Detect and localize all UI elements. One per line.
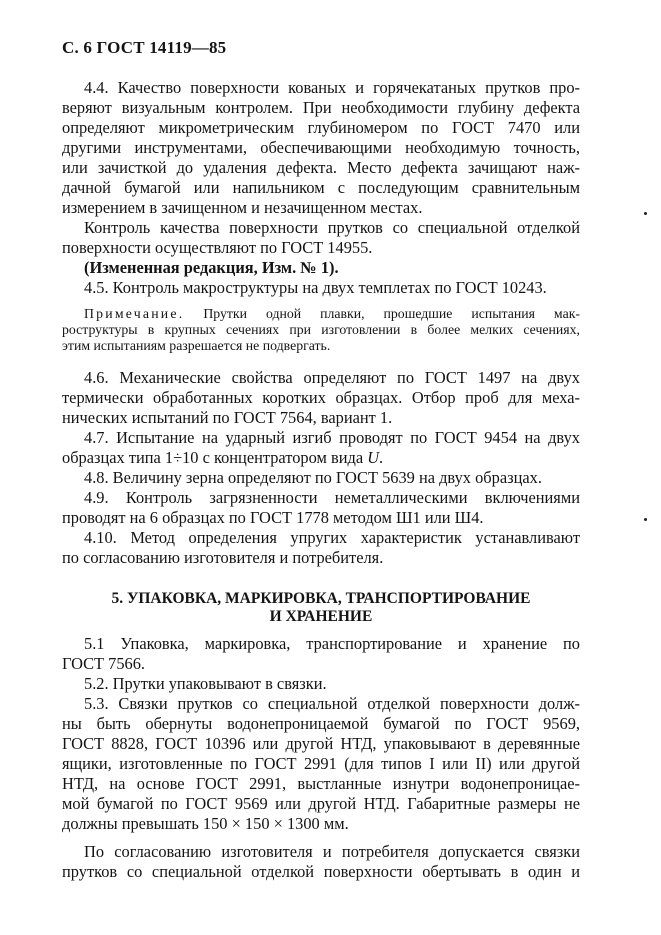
text-line: 4.9. Контроль загрязненности неметаллическими включениями bbox=[84, 488, 580, 507]
text-line: по согласованию изготовителя и потребителя. bbox=[62, 548, 384, 567]
text-line: 4.5. Контроль макроструктуры на двух темплетах по ГОСТ 10243. bbox=[84, 278, 547, 297]
note-block bbox=[62, 306, 580, 354]
note-line: роструктуры в крупных сечениях при изготовлении в более мелких сечениях, bbox=[62, 322, 580, 337]
paragraph-4-10 bbox=[62, 528, 580, 568]
note-label: Примечание. bbox=[84, 306, 185, 321]
amendment-text: (Измененная редакция, Изм. № 1). bbox=[84, 258, 339, 277]
note-line: этим испытаниям разрешается не подвергать. bbox=[62, 338, 331, 353]
text-line: 5.1 Упаковка, маркировка, транспортирование и хранение по bbox=[84, 634, 580, 653]
text-line: 4.7. Испытание на ударный изгиб проводят по ГОСТ 9454 на двух bbox=[84, 428, 580, 447]
text-line: проводят на 6 образцах по ГОСТ 1778 методом Ш1 или Ш4. bbox=[62, 508, 484, 527]
text-line: образцах типа 1÷10 с концентратором вида U. bbox=[62, 448, 384, 467]
paragraph-4-7 bbox=[62, 428, 580, 468]
note-line: Примечание. Прутки одной плавки, прошедшие испытания мак- bbox=[84, 306, 580, 321]
text-line: ГОСТ 7566. bbox=[62, 654, 146, 673]
text-line: Контроль качества поверхности прутков со специальной отделкой bbox=[84, 218, 580, 237]
document-body bbox=[62, 78, 580, 882]
text-line: 5.2. Прутки упаковывают в связки. bbox=[84, 674, 327, 693]
paragraph-5-2 bbox=[62, 674, 580, 694]
scan-speck bbox=[644, 518, 647, 521]
text-line: 4.6. Механические свойства определяют по ГОСТ 1497 на двух bbox=[84, 368, 580, 387]
text-line: ны быть обернуты водонепроницаемой бумагой по ГОСТ 9569, bbox=[62, 714, 580, 733]
paragraph-5-3 bbox=[62, 694, 580, 834]
text-line: 5.3. Связки прутков со специальной отделкой поверхности долж- bbox=[84, 694, 580, 713]
text-line: ГОСТ 8828, ГОСТ 10396 или другой НТД, упаковывают в деревянные bbox=[62, 734, 580, 753]
text-line: веряют визуальным контролем. При необходимости глубину дефекта bbox=[62, 98, 580, 117]
text-line: прутков со специальной отделкой поверхности обертывать в один и bbox=[62, 862, 580, 881]
text-line: другими инструментами, обеспечивающими необходимую точность, bbox=[62, 138, 580, 157]
paragraph-agreement bbox=[62, 842, 580, 882]
text-line: нических испытаний по ГОСТ 7564, вариант 1. bbox=[62, 408, 393, 427]
text-line: 4.10. Метод определения упругих характеристик устанавливают bbox=[84, 528, 580, 547]
page-header: С. 6 ГОСТ 14119—85 bbox=[62, 38, 227, 57]
text-line: измерением в зачищенном и незачищенном местах. bbox=[62, 198, 423, 217]
paragraph-surface-control bbox=[62, 218, 580, 258]
text-line: или зачисткой до удаления дефекта. Место дефекта зачищают наж- bbox=[62, 158, 580, 177]
concentrator-type: U bbox=[367, 448, 380, 467]
scan-speck bbox=[644, 212, 647, 215]
text-line: поверхности осуществляют по ГОСТ 14955. bbox=[62, 238, 373, 257]
amendment-note bbox=[62, 258, 580, 278]
text-line: 4.8. Величину зерна определяют по ГОСТ 5639 на двух образцах. bbox=[84, 468, 542, 487]
text-line: термически обработанных коротких образцах. Отбор проб для меха- bbox=[62, 388, 580, 407]
paragraph-4-6 bbox=[62, 368, 580, 428]
section-5-heading bbox=[62, 590, 580, 626]
text-line: НТД, на основе ГОСТ 2991, выстланные изнутри водонепроницае- bbox=[62, 774, 580, 793]
heading-line: 5. УПАКОВКА, МАРКИРОВКА, ТРАНСПОРТИРОВАНИЕ bbox=[111, 590, 531, 607]
text-line: ящики, изготовленные по ГОСТ 2991 (для типов I или II) или другой bbox=[62, 754, 580, 773]
heading-line: И ХРАНЕНИЕ bbox=[269, 608, 373, 625]
text-line: должны превышать 150 × 150 × 1300 мм. bbox=[62, 814, 349, 833]
paragraph-4-4 bbox=[62, 78, 580, 218]
text-line: По согласованию изготовителя и потребителя допускается связки bbox=[84, 842, 580, 861]
paragraph-5-1 bbox=[62, 634, 580, 674]
paragraph-4-9 bbox=[62, 488, 580, 528]
text-line: мой бумагой по ГОСТ 9569 или другой НТД. Габаритные размеры не bbox=[62, 794, 580, 813]
paragraph-4-8 bbox=[62, 468, 580, 488]
text-line: 4.4. Качество поверхности кованых и горячекатаных прутков про- bbox=[84, 78, 580, 97]
text-line: дачной бумагой или напильником с последующим сравнительным bbox=[62, 178, 580, 197]
text-line: определяют микрометрическим глубиномером по ГОСТ 7470 или bbox=[62, 118, 580, 137]
paragraph-4-5 bbox=[62, 278, 580, 298]
